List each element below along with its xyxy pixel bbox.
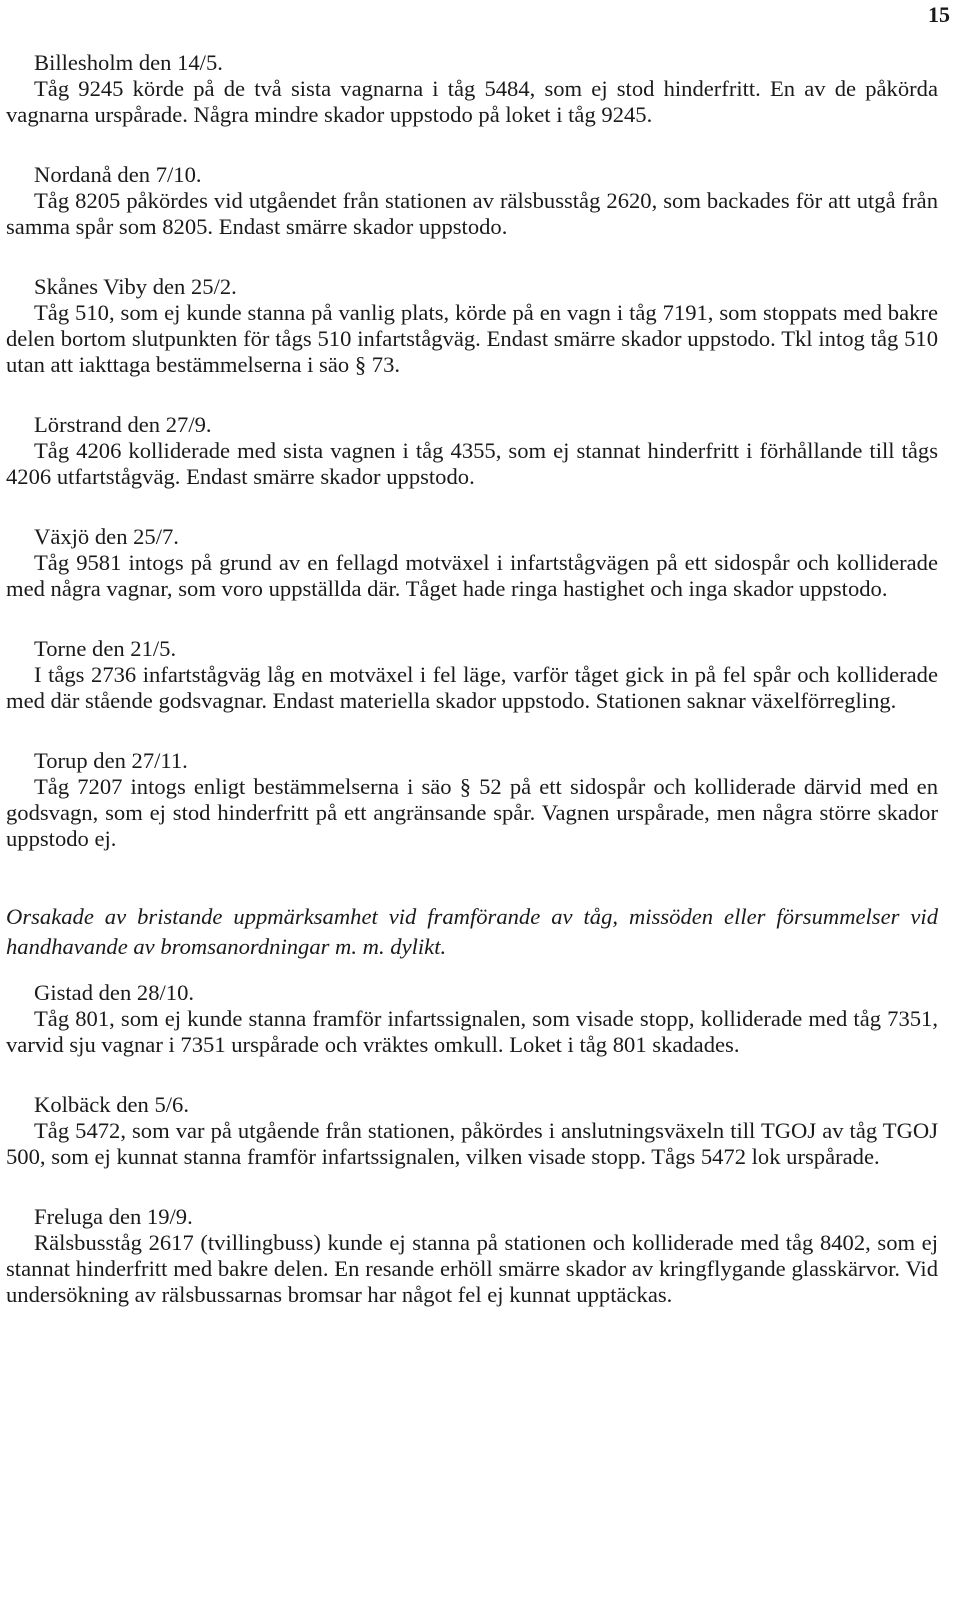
incident-description: Tåg 9245 körde på de två sista vagnarna i tåg 5484, som ej stod hinderfritt. En av de påkörda vagnarna urspårade. Några mindre skador uppstodo på loket i tåg 9245. bbox=[6, 76, 938, 127]
incident-entry bbox=[6, 162, 938, 240]
page-number: 15 bbox=[928, 2, 950, 27]
incident-entry bbox=[6, 1092, 938, 1170]
incident-place-date: Kolbäck den 5/6. bbox=[34, 1092, 189, 1117]
incident-place-date: Skånes Viby den 25/2. bbox=[34, 274, 237, 299]
incident-list-part2 bbox=[6, 980, 938, 1308]
incident-place-date: Växjö den 25/7. bbox=[34, 524, 179, 549]
incident-place-date: Nordanå den 7/10. bbox=[34, 162, 202, 187]
incident-place-date: Torup den 27/11. bbox=[34, 748, 188, 773]
incident-description: Tåg 5472, som var på utgående från stationen, påkördes i anslutningsväxeln till TGOJ av tåg TGOJ 500, som ej kunnat stanna framför infartssignalen, vilken visade stopp. Tågs 5472 lok urspårade. bbox=[6, 1118, 938, 1169]
incident-list-part1 bbox=[6, 50, 938, 852]
incident-entry bbox=[6, 980, 938, 1058]
incident-description: Rälsbusståg 2617 (tvillingbuss) kunde ej stanna på stationen och kolliderade med tåg 8402, som ej stannat hinderfritt med bakre delen. En resande erhöll smärre skador av kringflygande glasskärvor. Vid undersökning av rälsbussarnas bromsar har något fel ej kunnat upptäckas. bbox=[6, 1230, 938, 1307]
incident-place-date: Freluga den 19/9. bbox=[34, 1204, 193, 1229]
incident-entry bbox=[6, 524, 938, 602]
incident-description: Tåg 7207 intogs enligt bestämmelserna i säo § 52 på ett sidospår och kolliderade därvid med en godsvagn, som ej stod hinderfritt på ett angränsande spår. Vagnen urspårade, men några större skador uppstodo ej. bbox=[6, 774, 938, 851]
incident-entry bbox=[6, 274, 938, 378]
incident-place-date: Gistad den 28/10. bbox=[34, 980, 195, 1005]
incident-entry bbox=[6, 748, 938, 852]
incident-entry bbox=[6, 412, 938, 490]
section-heading: Orsakade av bristande uppmärksamhet vid framförande av tåg, missöden eller försummelser vid handhavande av bromsanordningar m. m. dylikt. bbox=[6, 904, 938, 959]
incident-entry bbox=[6, 636, 938, 714]
incident-place-date: Torne den 21/5. bbox=[34, 636, 177, 661]
incident-description: I tågs 2736 infartstågväg låg en motväxel i fel läge, varför tåget gick in på fel spår och kolliderade med där stående godsvagnar. Endast materiella skador uppstodo. Stationen saknar växelförregling. bbox=[6, 662, 938, 713]
incident-description: Tåg 8205 påkördes vid utgåendet från stationen av rälsbusståg 2620, som backades för att utgå från samma spår som 8205. Endast smärre skador uppstodo. bbox=[6, 188, 938, 239]
incident-description: Tåg 510, som ej kunde stanna på vanlig plats, körde på en vagn i tåg 7191, som stoppats med bakre delen bortom slutpunkten för tågs 510 infartstågväg. Endast smärre skador uppstodo. Tkl intog tåg 510 utan att iakttaga bestämmelserna i säo § 73. bbox=[6, 300, 938, 377]
incident-place-date: Billesholm den 14/5. bbox=[34, 50, 223, 75]
incident-description: Tåg 801, som ej kunde stanna framför infartssignalen, som visade stopp, kolliderade med tåg 7351, varvid sju vagnar i 7351 urspårade och vräktes omkull. Loket i tåg 801 skadades. bbox=[6, 1006, 938, 1057]
incident-description: Tåg 9581 intogs på grund av en fellagd motväxel i infartstågvägen på ett sidospår och kolliderade med några vagnar, som voro uppställda där. Tåget hade ringa hastighet och inga skador uppstodo. bbox=[6, 550, 938, 601]
incident-entry bbox=[6, 50, 938, 128]
incident-description: Tåg 4206 kolliderade med sista vagnen i tåg 4355, som ej stannat hinderfritt i förhållande till tågs 4206 utfartstågväg. Endast smärre skador uppstodo. bbox=[6, 438, 938, 489]
incident-place-date: Lörstrand den 27/9. bbox=[34, 412, 212, 437]
incident-entry bbox=[6, 1204, 938, 1308]
